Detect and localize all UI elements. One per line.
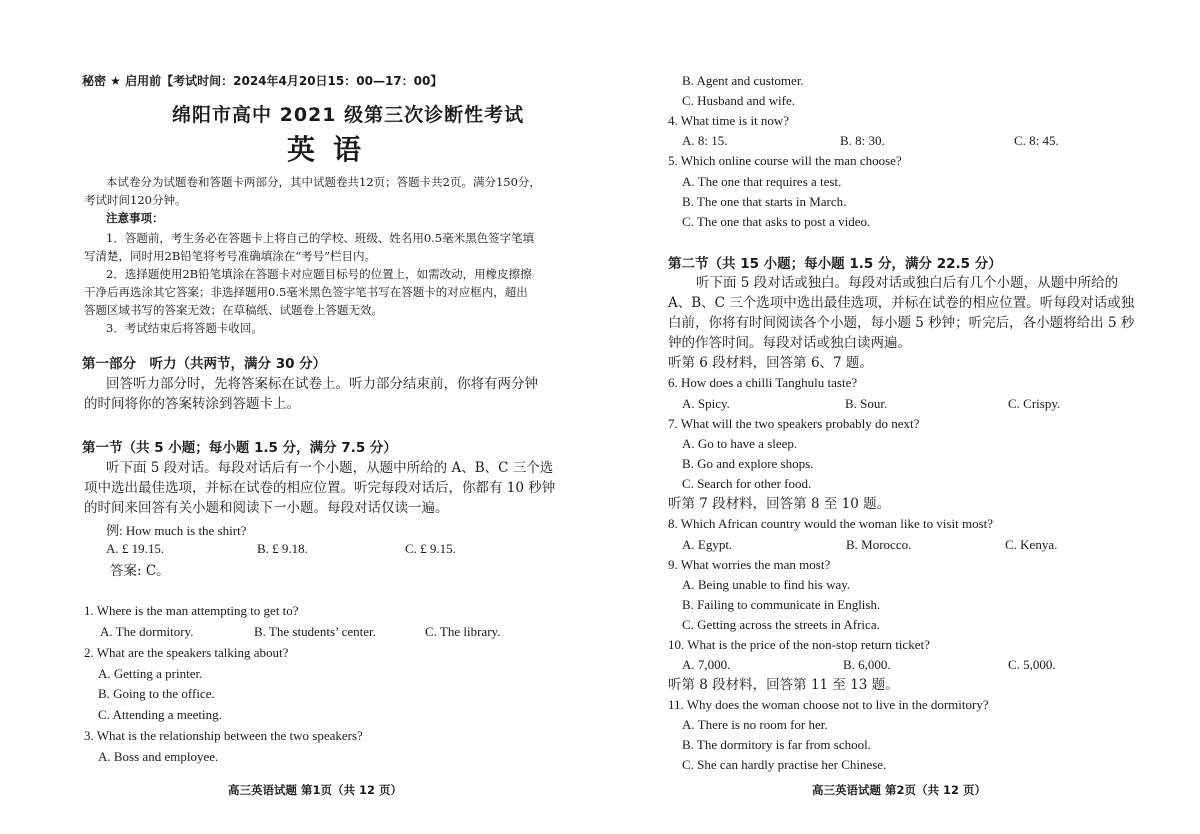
confidential-header: 秘密 ★ 启用前【考试时间：2024年4月20日15：00—17：00】: [82, 74, 443, 88]
note-2b: 干净后再选涂其它答案；非选择题用0.5毫米黑色签字笔书写在答题卡的对应框内，超出: [84, 285, 528, 299]
question-9: 9. What worries the man most?: [668, 557, 831, 572]
question-8: 8. Which African country would the woman like to visit most?: [668, 516, 994, 531]
q9-option-c: C. Getting across the streets in Africa.: [682, 617, 880, 632]
q1-option-c: C. The library.: [425, 624, 501, 639]
section2-text-2: A、B、C 三个选项中选出最佳选项，并标在试卷的相应位置。听每段对话或独: [668, 295, 1135, 311]
exam-page-2: [600, 0, 1200, 834]
q10-option-b: B. 6,000.: [843, 657, 891, 672]
example-option-a: A. £ 19.15.: [106, 541, 165, 556]
note-2a: 2．选择题使用2B铅笔填涂在答题卡对应题目标号的位置上，如需改动，用橡皮擦擦: [106, 267, 532, 281]
question-4: 4. What time is it now?: [668, 113, 790, 128]
q2-option-a: A. Getting a printer.: [98, 666, 203, 681]
page-footer-2: 高三英语试题 第2页（共 12 页）: [812, 783, 987, 797]
q11-option-c: C. She can hardly practise her Chinese.: [682, 757, 887, 772]
exam-title: 绵阳市高中 2021 级第三次诊断性考试: [172, 104, 525, 126]
q10-option-c: C. 5,000.: [1008, 657, 1056, 672]
example-option-c: C. £ 9.15.: [405, 541, 456, 556]
intro-line-2: 考试时间120分钟。: [84, 193, 187, 207]
material-8-heading: 听第 8 段材料，回答第 11 至 13 题。: [668, 677, 899, 693]
part1-text-2: 的时间将你的答案转涂到答题卡上。: [84, 396, 300, 412]
q3-option-a: A. Boss and employee.: [98, 749, 219, 764]
section2-title: 第二节（共 15 小题；每小题 1.5 分，满分 22.5 分）: [668, 256, 1002, 272]
example-option-b: B. £ 9.18.: [257, 541, 308, 556]
note-2c: 答题区域书写的答案无效；在草稿纸、试题卷上答题无效。: [84, 303, 383, 317]
q3-option-b: B. Agent and customer.: [682, 73, 804, 88]
q1-option-b: B. The students’ center.: [254, 624, 376, 639]
q11-option-b: B. The dormitory is far from school.: [682, 737, 871, 752]
q7-option-a: A. Go to have a sleep.: [682, 436, 798, 451]
q2-option-b: B. Going to the office.: [98, 686, 215, 701]
q1-option-a: A. The dormitory.: [100, 624, 194, 639]
page-footer-1: 高三英语试题 第1页（共 12 页）: [228, 783, 403, 797]
example-answer: 答案: C。: [110, 563, 170, 579]
question-1: 1. Where is the man attempting to get to?: [84, 603, 299, 618]
question-2: 2. What are the speakers talking about?: [84, 645, 289, 660]
q4-option-a: A. 8: 15.: [682, 133, 728, 148]
note-1b: 写清楚，同时用2B铅笔将考号准确填涂在“考号”栏目内。: [84, 249, 377, 263]
part1-text-1: 回答听力部分时，先将答案标在试卷上。听力部分结束前，你将有两分钟: [106, 376, 538, 392]
q4-option-c: C. 8: 45.: [1014, 133, 1059, 148]
section1-text-2: 项中选出最佳选项，并标在试卷的相应位置。听完每段对话后，你都有 10 秒钟: [84, 480, 556, 496]
section2-text-3: 白前，你将有时间阅读各个小题，每小题 5 秒钟；听完后，各小题将给出 5 秒: [668, 315, 1135, 331]
material-7-heading: 听第 7 段材料，回答第 8 至 10 题。: [668, 496, 891, 512]
q9-option-a: A. Being unable to find his way.: [682, 577, 851, 592]
question-11: 11. Why does the woman choose not to live in the dormitory?: [668, 697, 989, 712]
q10-option-a: A. 7,000.: [682, 657, 731, 672]
example-question: 例: How much is the shirt?: [106, 523, 247, 538]
q11-option-a: A. There is no room for her.: [682, 717, 828, 732]
section1-title: 第一节（共 5 小题；每小题 1.5 分，满分 7.5 分）: [82, 440, 397, 456]
question-5: 5. Which online course will the man choose?: [668, 153, 902, 168]
notes-title: 注意事项：: [106, 211, 164, 225]
section1-text-3: 的时间来回答有关小题和阅读下一小题。每段对话仅读一遍。: [84, 500, 449, 516]
q7-option-b: B. Go and explore shops.: [682, 456, 814, 471]
q6-option-a: A. Spicy.: [682, 396, 730, 411]
q3-option-c: C. Husband and wife.: [682, 93, 796, 108]
intro-line-1: 本试卷分为试题卷和答题卡两部分，其中试题卷共12页；答题卡共2页。满分150分，: [106, 175, 541, 189]
q8-option-a: A. Egypt.: [682, 537, 733, 552]
q8-option-c: C. Kenya.: [1005, 537, 1058, 552]
question-6: 6. How does a chilli Tanghulu taste?: [668, 375, 858, 390]
section1-text-1: 听下面 5 段对话。每段对话后有一个小题，从题中所给的 A、B、C 三个选: [106, 460, 554, 476]
part1-title: 第一部分 听力（共两节，满分 30 分）: [82, 356, 327, 372]
question-10: 10. What is the price of the non-stop return ticket?: [668, 637, 930, 652]
q5-option-a: A. The one that requires a test.: [682, 174, 842, 189]
q9-option-b: B. Failing to communicate in English.: [682, 597, 881, 612]
subject-title: 英语: [287, 133, 380, 166]
q5-option-c: C. The one that asks to post a video.: [682, 214, 871, 229]
section2-text-1: 听下面 5 段对话或独白。每段对话或独白后有几个小题，从题中所给的: [696, 275, 1119, 291]
q2-option-c: C. Attending a meeting.: [98, 707, 222, 722]
q4-option-b: B. 8: 30.: [840, 133, 885, 148]
material-6-heading: 听第 6 段材料，回答第 6、7 题。: [668, 355, 873, 371]
section2-text-4: 钟的作答时间。每段对话或独白读两遍。: [668, 335, 911, 351]
question-3: 3. What is the relationship between the two speakers?: [84, 728, 363, 743]
q6-option-b: B. Sour.: [845, 396, 888, 411]
note-3: 3．考试结束后将答题卡收回。: [106, 321, 263, 335]
q7-option-c: C. Search for other food.: [682, 476, 812, 491]
q6-option-c: C. Crispy.: [1008, 396, 1061, 411]
q5-option-b: B. The one that starts in March.: [682, 194, 847, 209]
q8-option-b: B. Morocco.: [846, 537, 912, 552]
question-7: 7. What will the two speakers probably do next?: [668, 416, 920, 431]
note-1a: 1．答题前，考生务必在答题卡上将自己的学校、班级、姓名用0.5毫米黑色签字笔填: [106, 231, 535, 245]
